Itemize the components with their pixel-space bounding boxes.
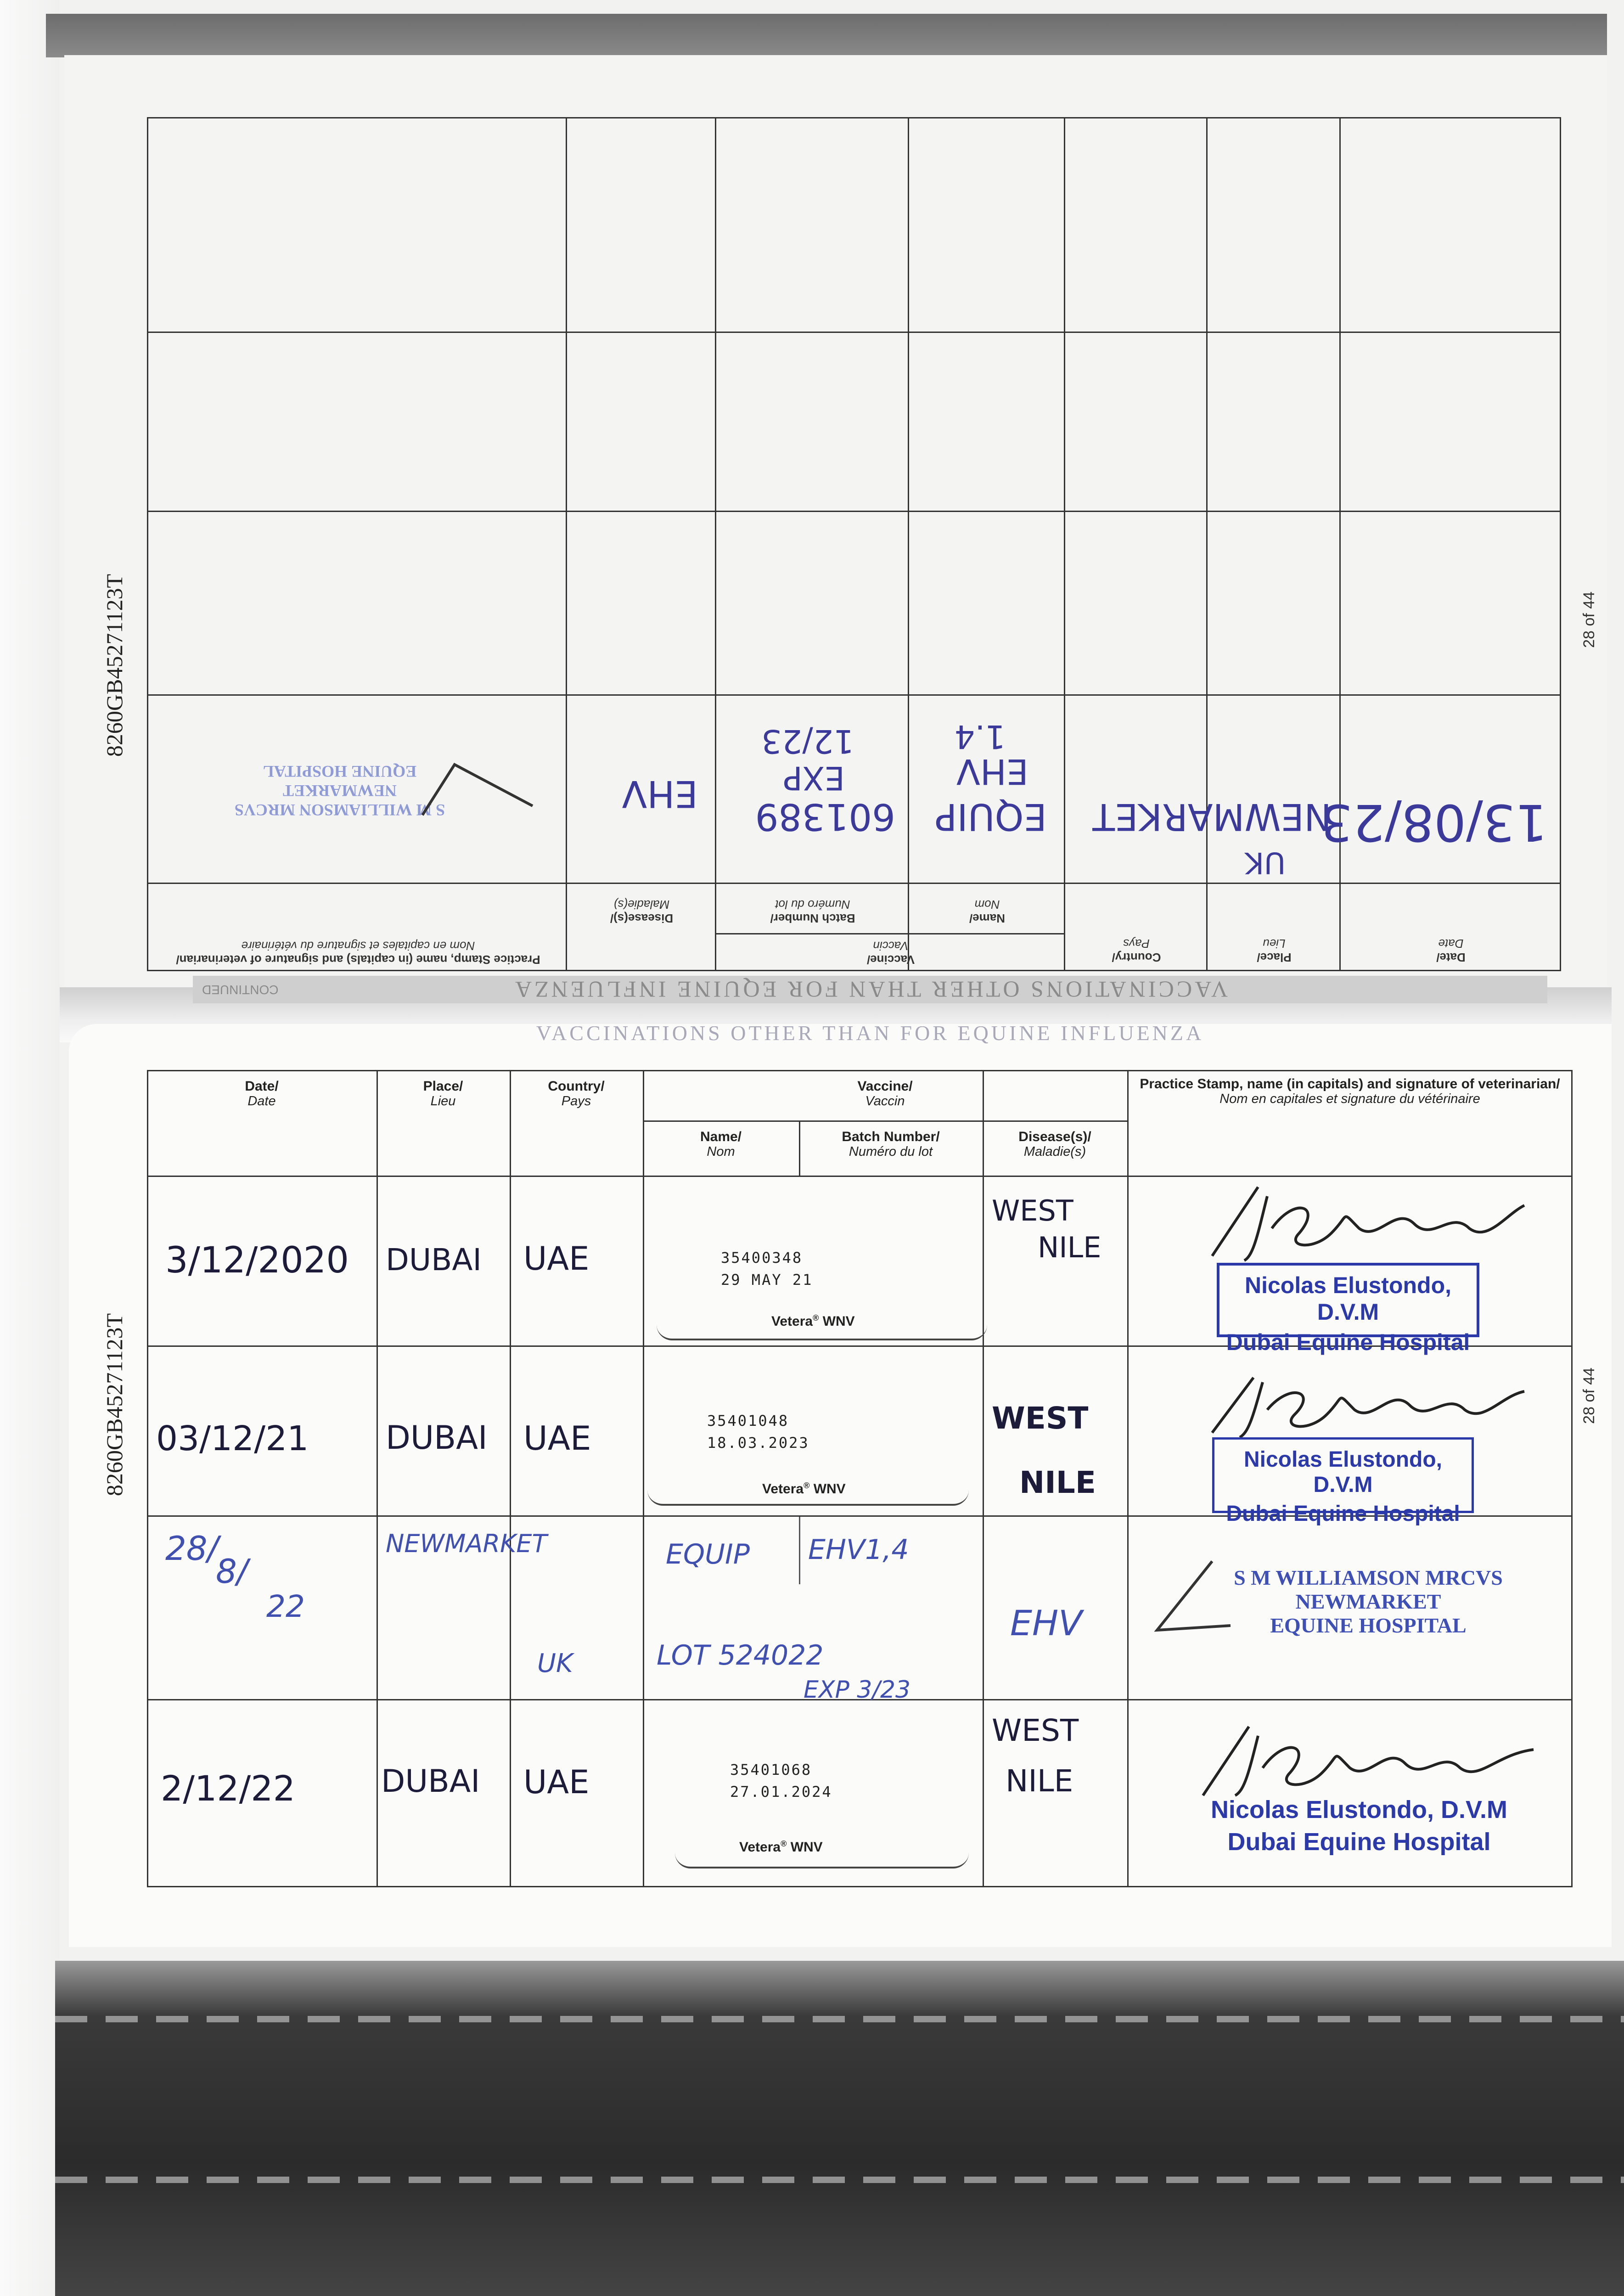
- row4-disease-line1: WEST: [992, 1713, 1079, 1748]
- column-divider: [643, 1070, 644, 1887]
- page-number: 28 of 44: [1580, 1367, 1598, 1424]
- header-practice-stamp: Practice Stamp, name (in capitals) and signature of veterinarian/ Nom en capitales et signature du vétérinaire: [176, 939, 540, 967]
- practice-stamp: Nicolas Elustondo, D.V.M Dubai Equine Hospital: [1210, 1796, 1508, 1856]
- entry-batch-exp: EXP: [783, 759, 845, 797]
- row3-lot: LOT 524022: [657, 1639, 824, 1671]
- practice-stamp: Nicolas Elustondo, D.V.M Dubai Equine Hospital: [1217, 1263, 1479, 1337]
- header-country: Country/ Pays: [548, 1079, 605, 1109]
- column-divider: [908, 117, 909, 971]
- row3-vaccine-name: EQUIP: [666, 1538, 750, 1570]
- section-banner-upper: [193, 976, 1547, 1003]
- document-id: 8260GB45271123T: [101, 574, 128, 757]
- header-name: Name/ Nom: [969, 898, 1006, 925]
- row1-country: UAE: [523, 1240, 590, 1277]
- row3-vaccine-batch: EHV1,4: [808, 1534, 909, 1566]
- vaccination-table-upper: [147, 117, 1561, 971]
- signature: [1194, 1717, 1543, 1800]
- signature: [1203, 1368, 1543, 1442]
- column-divider: [566, 117, 567, 971]
- row2-place: DUBAI: [386, 1419, 488, 1457]
- row4-country: UAE: [523, 1763, 590, 1801]
- binding-stitch: [55, 2177, 1624, 2183]
- row3-place: NEWMARKET: [386, 1529, 547, 1558]
- signature: [1203, 1178, 1543, 1270]
- signature: [418, 742, 537, 833]
- entry-place: NEWMARKET: [1092, 795, 1332, 838]
- document-id: 8260GB45271123T: [101, 1313, 128, 1497]
- header-vaccine: Vaccine/ Vaccin: [866, 939, 915, 967]
- row-divider: [147, 332, 1561, 333]
- column-divider: [1064, 117, 1065, 971]
- row1-place: DUBAI: [386, 1242, 482, 1277]
- header-place: Place/ Lieu: [423, 1079, 463, 1109]
- sticker-edge: [675, 1853, 969, 1868]
- row3-date-year: 22: [266, 1589, 305, 1624]
- header-date: Date/ Date: [1436, 937, 1466, 964]
- row3-date-day: 28/: [165, 1529, 219, 1568]
- vaccine-subheader-divider: [716, 933, 1065, 934]
- handdrawn-divider: [799, 1515, 800, 1584]
- entry-disease: EHV: [622, 772, 698, 815]
- row1-date: 3/12/2020: [165, 1240, 349, 1281]
- header-batch: Batch Number/ Numéro du lot: [770, 898, 855, 925]
- row2-vaccine-brand: Vetera® WNV: [762, 1481, 846, 1497]
- column-divider: [983, 1070, 984, 1887]
- row2-disease-line1: WEST: [992, 1401, 1089, 1436]
- header-practice-stamp: Practice Stamp, name (in capitals) and signature of veterinarian/ Nom en capitales et signature du vétérinaire: [1140, 1076, 1560, 1106]
- entry-vaccine-name-line3: 1.4: [954, 718, 1006, 755]
- row1-disease-line2: NILE: [1038, 1231, 1101, 1264]
- header-disease: Disease(s)/ Maladie(s): [610, 898, 674, 925]
- row3-country: UK: [537, 1649, 573, 1678]
- section-banner-lower: [193, 1026, 1547, 1045]
- column-divider: [1127, 1070, 1129, 1887]
- row2-country: UAE: [523, 1419, 591, 1458]
- row3-date-month: 8/: [216, 1552, 248, 1591]
- vaccination-table-lower: [147, 1070, 1573, 1887]
- row-divider: [147, 883, 1561, 884]
- scan-bottom-shadow: [55, 1961, 1624, 2296]
- header-place: Place/ Lieu: [1257, 937, 1292, 964]
- row3-expiry: EXP 3/23: [804, 1676, 911, 1704]
- column-divider: [376, 1070, 378, 1887]
- column-divider: [510, 1070, 511, 1887]
- entry-vaccine-name-line2: EHV: [956, 751, 1028, 792]
- section-title: VACCINATIONS OTHER THAN FOR EQUINE INFLUENZA: [536, 1026, 1204, 1045]
- row2-date: 03/12/21: [156, 1419, 309, 1458]
- practice-stamp: Nicolas Elustondo, D.V.M Dubai Equine Hospital: [1212, 1437, 1474, 1513]
- row1-vaccine-brand: Vetera® WNV: [771, 1313, 855, 1329]
- entry-country: UK: [1245, 845, 1286, 879]
- row4-disease-line2: NILE: [1006, 1763, 1073, 1799]
- entry-batch-date: 12/23: [761, 722, 854, 760]
- practice-stamp: S M WILLIAMSON MRCVS NEWMARKET EQUINE HOSPITAL: [234, 762, 445, 819]
- row-divider: [147, 511, 1561, 512]
- header-date: Date/ Date: [245, 1079, 279, 1109]
- row4-batch-label: 35401068 27.01.2024: [730, 1761, 832, 1801]
- sticker-edge: [647, 1490, 969, 1506]
- column-divider: [715, 117, 716, 971]
- page-number: 28 of 44: [1580, 591, 1598, 648]
- row1-disease-line1: WEST: [992, 1194, 1073, 1227]
- row2-batch-label: 35401048 18.03.2023: [707, 1412, 809, 1452]
- sticker-edge: [657, 1325, 987, 1340]
- binding-stitch: [55, 2016, 1624, 2022]
- header-name: Name/ Nom: [700, 1129, 742, 1159]
- vaccine-subheader-divider: [643, 1120, 1127, 1122]
- entry-batch: 601389: [755, 795, 895, 838]
- scan-top-shadow: [46, 14, 1607, 57]
- header-disease: Disease(s)/ Maladie(s): [1018, 1129, 1091, 1159]
- section-title: VACCINATIONS OTHER THAN FOR EQUINE INFLUENZA: [512, 977, 1228, 1002]
- header-country: Country/ Pays: [1112, 937, 1161, 964]
- row-divider: [147, 694, 1561, 696]
- row3-disease: EHV: [1010, 1603, 1083, 1643]
- entry-vaccine-name: EQUIP: [935, 795, 1047, 838]
- scan-left-margin: [0, 0, 60, 2296]
- row2-disease-line2: NILE: [1019, 1465, 1096, 1500]
- section-continued: CONTINUED: [202, 983, 279, 997]
- row4-place: DUBAI: [381, 1763, 480, 1800]
- header-batch: Batch Number/ Numéro du lot: [842, 1129, 940, 1159]
- row-divider: [147, 1176, 1573, 1177]
- row4-date: 2/12/22: [161, 1768, 295, 1809]
- row4-vaccine-brand: Vetera® WNV: [739, 1839, 823, 1855]
- header-vaccine: Vaccine/ Vaccin: [857, 1079, 913, 1109]
- entry-date: 13/08/23: [1320, 793, 1547, 852]
- practice-stamp: S M WILLIAMSON MRCVS NEWMARKET EQUINE HOSPITAL: [1234, 1566, 1503, 1637]
- column-divider: [1206, 117, 1208, 971]
- row1-batch-label: 35400348 29 MAY 21: [721, 1249, 813, 1289]
